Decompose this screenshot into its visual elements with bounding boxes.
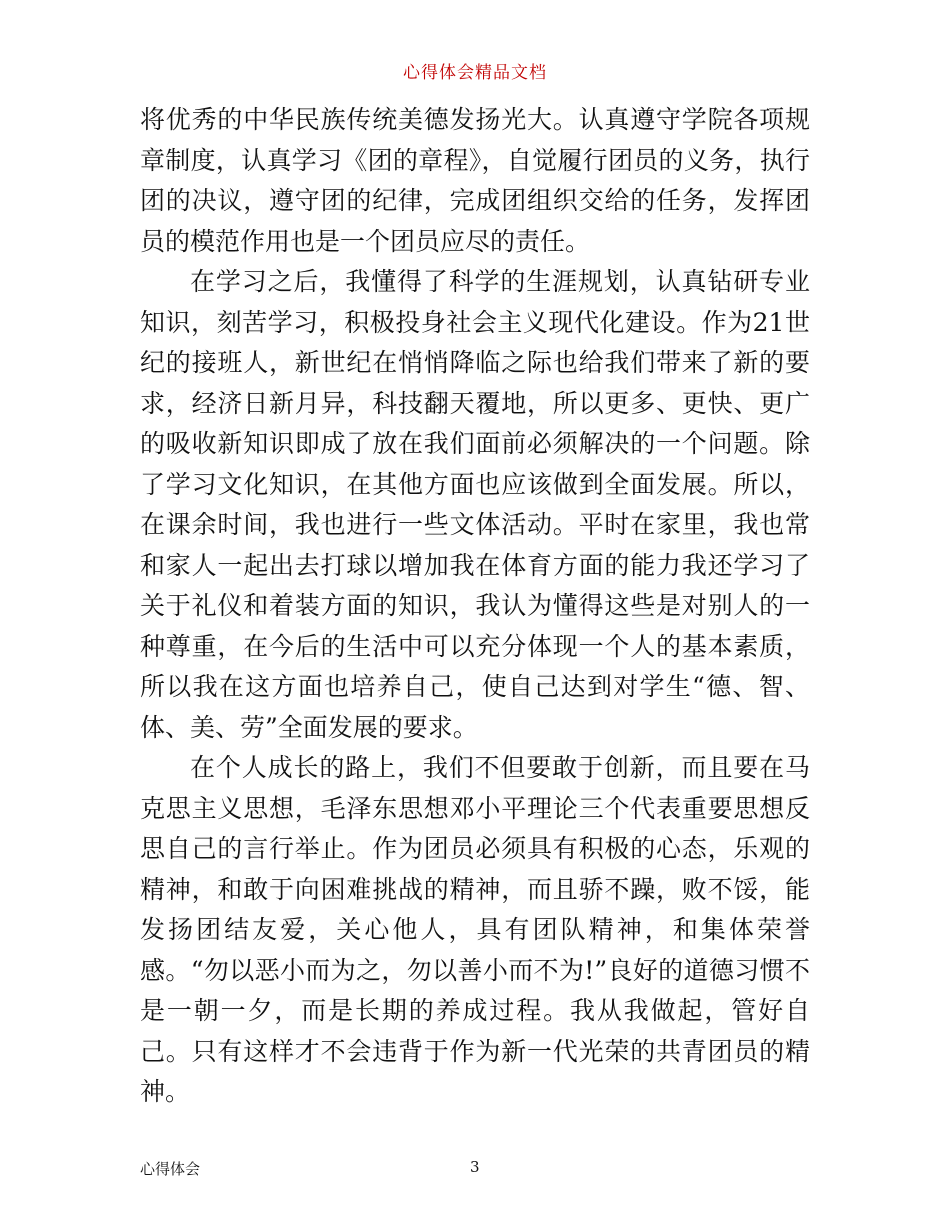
paragraph-2: 在学习之后，我懂得了科学的生涯规划，认真钻研专业知识，刻苦学习，积极投身社会主义现代化建设。作为21世纪的接班人，新世纪在悄悄降临之际也给我们带来了新的要求，经济日新月异，科技翻天覆地，所以更多、更快、更广的吸收新知识即成了放在我们面前必须解决的一个问题。除了学习文化知识，在其他方面也应该做到全面发展。所以，在课余时间，我也进行一些文体活动。平时在家里，我也常和家人一起出去打球以增加我在体育方面的能力我还学习了关于礼仪和着装方面的知识，我认为懂得这些是对别人的一种尊重，在今后的生活中可以充分体现一个人的基本素质，所以我在这方面也培养自己，使自己达到对学生“德、智、体、美、劳”全面发展的要求。 [140,267,810,742]
page-number: 3 [470,1158,480,1176]
page-header-title: 心得体会精品文档 [403,63,547,83]
paragraph-3: 在个人成长的路上，我们不但要敢于创新，而且要在马克思主义思想，毛泽东思想邓小平理论三个代表重要思想反思自己的言行举止。作为团员必须具有积极的心态，乐观的精神，和敢于向困难挑战的精神，而且骄不躁，败不馁，能发扬团结友爱，关心他人，具有团队精神，和集体荣誉感。“勿以恶小而为之，勿以善小而不为!”良好的道德习惯不是一朝一夕，而是长期的养成过程。我从我做起，管好自己。只有这样才不会违背于作为新一代光荣的共青团员的精神。 [140,753,810,1106]
footer-label: 心得体会 [140,1160,201,1178]
paragraph-1: 将优秀的中华民族传统美德发扬光大。认真遵守学院各项规章制度，认真学习《团的章程》，自觉履行团员的义务，执行团的决议，遵守团的纪律，完成团组织交给的任务，发挥团员的模范作用也是一个团员应尽的责任。 [140,105,810,256]
document-body [140,100,810,1113]
